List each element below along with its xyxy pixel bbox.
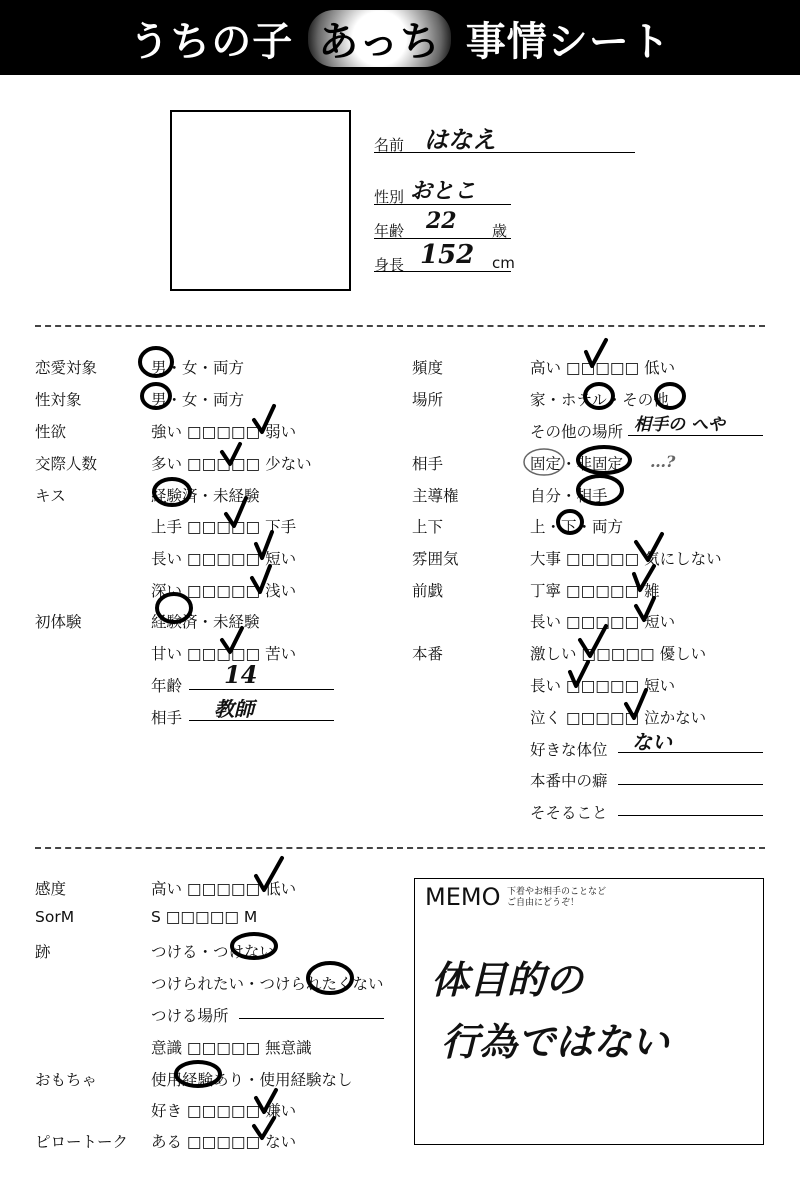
love-target-label: 恋愛対象 [35, 359, 98, 377]
fav-position-underline [618, 752, 763, 753]
toys-label: おもちゃ [35, 1071, 98, 1089]
memo-hand-line1: 体目的の [431, 957, 584, 1002]
sm-label: SorM [35, 908, 75, 926]
place-other-underline [628, 435, 763, 436]
first-label: 初体験 [35, 613, 82, 631]
freq-scale[interactable]: 高い □□□□□ 低い [530, 359, 676, 377]
memo-note-line2: ご自由にどうぞ！ [507, 898, 580, 908]
marks-label: 跡 [35, 943, 51, 961]
kiss-length-scale[interactable]: 長い □□□□□ 短い [151, 550, 297, 568]
foreplay-length-scale[interactable]: 長い □□□□□ 短い [530, 613, 676, 631]
marks-receive-options[interactable]: つけられたい・つけられたくない [151, 975, 384, 993]
first-partner-label: 相手 [151, 709, 183, 727]
marks-give-options[interactable]: つける・つけない [151, 943, 276, 961]
partner-note: …? [650, 452, 676, 471]
partner-label: 相手 [412, 455, 444, 473]
foreplay-label: 前戯 [412, 582, 444, 600]
page-title [0, 10, 800, 67]
age-label: 年齢 [374, 222, 405, 240]
height-underline [374, 271, 511, 272]
place-label: 場所 [412, 391, 444, 409]
age-unit: 歳 [492, 222, 508, 240]
title-part1: うちの子 [129, 19, 294, 65]
gender-value[interactable]: おとこ [410, 178, 477, 204]
memo-box[interactable] [414, 878, 764, 1145]
kiss-label: キス [35, 487, 66, 505]
photo-box[interactable] [170, 110, 351, 291]
age-value[interactable]: 22 [426, 208, 457, 234]
first-exp-options[interactable]: 経験済・未経験 [151, 613, 260, 631]
first-partner-underline [189, 720, 334, 721]
awareness-scale[interactable]: 意識 □□□□□ 無意識 [151, 1039, 312, 1057]
kiss-skill-scale[interactable]: 上手 □□□□□ 下手 [151, 518, 297, 536]
first-age-underline [189, 689, 334, 690]
gender-label: 性別 [374, 188, 405, 206]
kiss-depth-scale[interactable]: 深い □□□□□ 浅い [151, 582, 297, 600]
sex-target-label: 性対象 [35, 391, 82, 409]
main-cry-scale[interactable]: 泣く □□□□□ 泣かない [530, 709, 707, 727]
love-target-options[interactable]: 男・女・両方 [151, 359, 245, 377]
main-length-scale[interactable]: 長い □□□□□ 短い [530, 677, 676, 695]
pillow-scale[interactable]: ある □□□□□ ない [151, 1133, 297, 1151]
divider-top [35, 325, 765, 327]
lead-label: 主導権 [412, 487, 459, 505]
toys-like-scale[interactable]: 好き □□□□□ 嫌い [151, 1102, 297, 1120]
memo-hand-line2: 行為ではない [441, 1019, 670, 1064]
divider-bottom [35, 847, 765, 849]
sm-scale[interactable]: S □□□□□ M [151, 908, 258, 926]
first-age-label: 年齢 [151, 677, 183, 695]
first-sweet-scale[interactable]: 甘い □□□□□ 苦い [151, 645, 297, 663]
arousal-underline[interactable] [618, 815, 763, 816]
sensitivity-scale[interactable]: 高い □□□□□ 低い [151, 880, 297, 898]
lead-options[interactable]: 自分・相手 [530, 487, 608, 505]
libido-scale[interactable]: 強い □□□□□ 弱い [151, 423, 297, 441]
name-label: 名前 [374, 136, 405, 154]
memo-note [507, 887, 606, 909]
pillow-label: ピロートーク [35, 1133, 129, 1151]
name-value[interactable]: はなえ [424, 125, 496, 154]
partners-scale[interactable]: 多い □□□□□ 少ない [151, 455, 312, 473]
fav-position-label: 好きな体位 [530, 741, 608, 759]
age-underline [374, 238, 511, 239]
title-part2: 事情シート [465, 19, 671, 65]
updown-options[interactable]: 上・下・両方 [530, 518, 624, 536]
memo-title: MEMO [425, 883, 501, 911]
height-value[interactable]: 152 [420, 240, 475, 270]
updown-label: 上下 [412, 518, 444, 536]
arousal-label: そそること [530, 804, 608, 822]
partner-options[interactable]: 固定・非固定 [530, 455, 624, 473]
name-underline [374, 152, 635, 153]
first-partner-value[interactable]: 教師 [214, 697, 254, 721]
height-label: 身長 [374, 256, 405, 274]
mood-scale[interactable]: 大事 □□□□□ 気にしない [530, 550, 722, 568]
kiss-exp-options[interactable]: 経験済・未経験 [151, 487, 260, 505]
freq-label: 頻度 [412, 359, 444, 377]
place-other-value[interactable]: 相手の へや [634, 415, 725, 435]
title-highlight: あっち [308, 10, 451, 67]
sensitivity-label: 感度 [35, 880, 67, 898]
partners-label: 交際人数 [35, 455, 98, 473]
place-other-label: その他の場所 [530, 423, 624, 441]
fav-position-value[interactable]: ない [632, 730, 672, 754]
toys-exp-options[interactable]: 使用経験あり・使用経験なし [151, 1071, 353, 1089]
libido-label: 性欲 [35, 423, 67, 441]
foreplay-care-scale[interactable]: 丁寧 □□□□□ 雑 [530, 582, 660, 600]
height-unit: cm [492, 254, 515, 272]
sex-target-options[interactable]: 男・女・両方 [151, 391, 245, 409]
main-label: 本番 [412, 645, 444, 663]
marks-place-underline[interactable] [239, 1018, 384, 1019]
memo-note-line1: 下着やお相手のことなど [507, 887, 607, 897]
mood-label: 雰囲気 [412, 550, 459, 568]
habit-label: 本番中の癖 [530, 772, 608, 790]
first-age-value[interactable]: 14 [224, 660, 258, 689]
main-intensity-scale[interactable]: 激しい □□□□□ 優しい [530, 645, 707, 663]
gender-underline [374, 204, 511, 205]
header-bar [0, 0, 800, 75]
place-options[interactable]: 家・ホテル・その他 [530, 391, 669, 409]
habit-underline[interactable] [618, 784, 763, 785]
marks-place-label: つける場所 [151, 1007, 229, 1025]
